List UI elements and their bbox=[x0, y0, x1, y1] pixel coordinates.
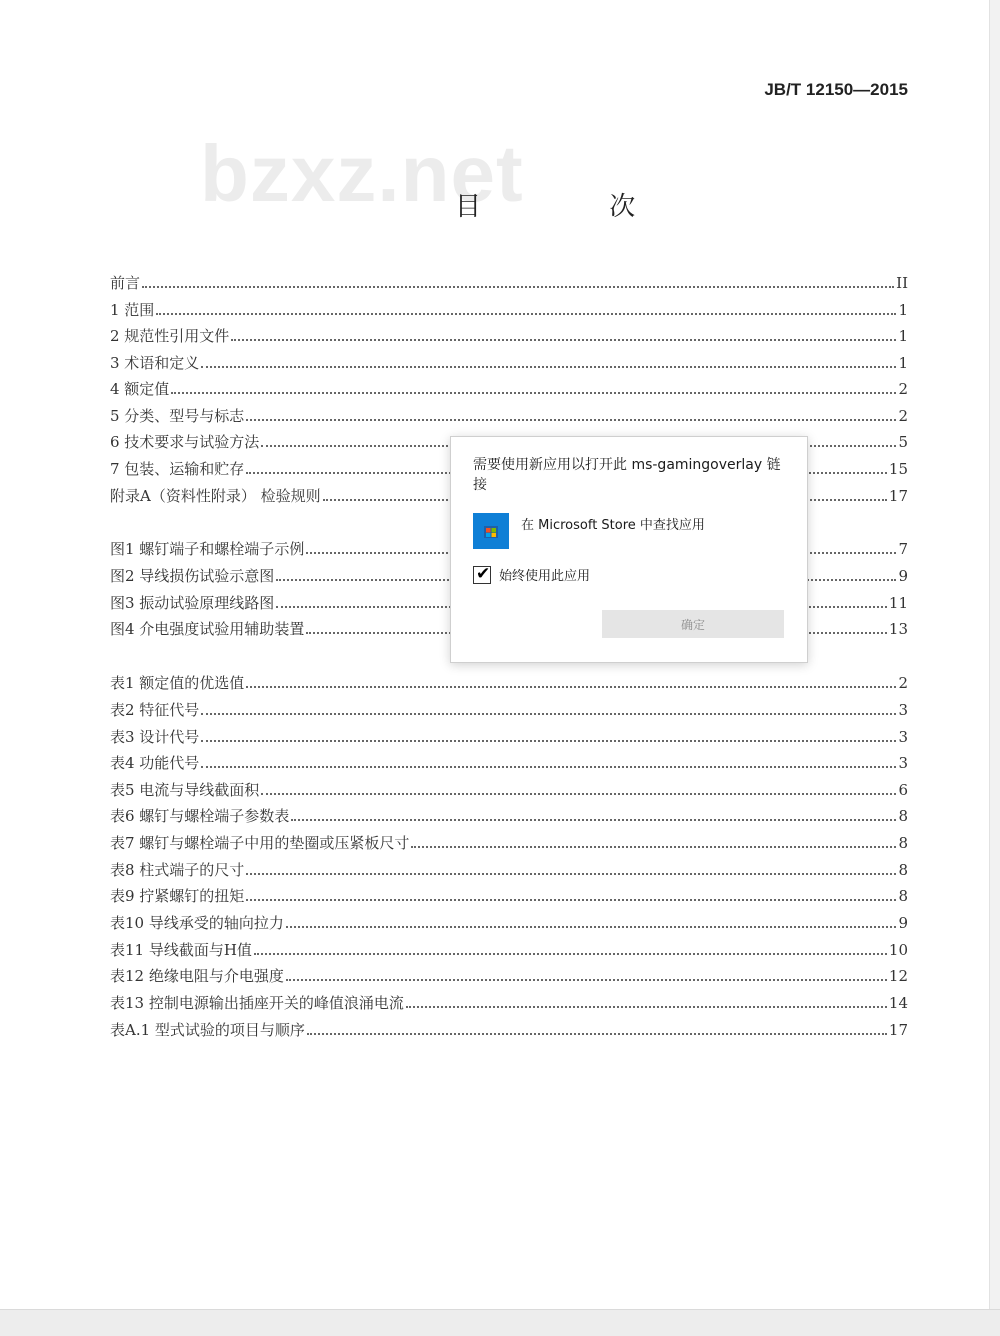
table-entry-label: 表11 导线截面与H值 bbox=[110, 941, 252, 959]
table-entry-page: 14 bbox=[888, 994, 908, 1012]
ok-button[interactable]: 确定 bbox=[602, 610, 784, 638]
figure-entry-page: 9 bbox=[898, 567, 908, 585]
figure-entry-label: 图4 介电强度试验用辅助装置 bbox=[110, 620, 305, 638]
toc-entry-label: 2 规范性引用文件 bbox=[110, 327, 230, 345]
table-entry-page: 2 bbox=[898, 674, 908, 692]
toc-leader bbox=[254, 952, 887, 955]
toc-entry bbox=[110, 350, 908, 372]
always-use-checkbox[interactable] bbox=[473, 563, 491, 584]
toc-entry-label: 附录A（资料性附录） 检验规则 bbox=[110, 487, 321, 505]
table-entry bbox=[110, 670, 908, 692]
table-entry bbox=[110, 830, 908, 852]
table-entry bbox=[110, 963, 908, 985]
table-entry bbox=[110, 910, 908, 932]
table-entry bbox=[110, 697, 908, 719]
table-entry-page: 6 bbox=[898, 781, 908, 799]
toc-leader bbox=[307, 1032, 887, 1035]
table-entry-page: 3 bbox=[898, 754, 908, 772]
watermark: bzxz.net bbox=[200, 129, 524, 218]
microsoft-store-icon bbox=[473, 513, 509, 549]
table-entry-page: 8 bbox=[898, 861, 908, 879]
table-entry bbox=[110, 883, 908, 905]
checkmark-icon: ✔ bbox=[476, 563, 491, 584]
vertical-scrollbar[interactable] bbox=[989, 0, 1000, 1336]
table-entry-label: 表A.1 型式试验的项目与顺序 bbox=[110, 1021, 305, 1039]
toc-entry-label: 5 分类、型号与标志 bbox=[110, 407, 245, 425]
toc-entry-label: 7 包装、运输和贮存 bbox=[110, 460, 245, 478]
table-entry-label: 表8 柱式端子的尺寸 bbox=[110, 861, 245, 879]
microsoft-store-option[interactable] bbox=[473, 513, 783, 551]
toc-leader bbox=[291, 818, 896, 821]
toc-leader bbox=[411, 845, 896, 848]
store-logo-icon bbox=[482, 522, 500, 540]
toc-leader bbox=[201, 712, 896, 715]
table-entry-page: 10 bbox=[888, 941, 908, 959]
toc-entry-page: 1 bbox=[898, 301, 908, 319]
table-entry bbox=[110, 857, 908, 879]
toc-entry-page: 17 bbox=[888, 487, 908, 505]
table-entry bbox=[110, 937, 908, 959]
table-entry-page: 3 bbox=[898, 701, 908, 719]
toc-leader bbox=[286, 925, 897, 928]
figure-entry-label: 图3 振动试验原理线路图 bbox=[110, 594, 275, 612]
toc-leader bbox=[201, 365, 896, 368]
toc-leader bbox=[246, 872, 896, 875]
always-use-label: 始终使用此应用 bbox=[499, 569, 591, 584]
store-option-label: 在 Microsoft Store 中查找应用 bbox=[521, 518, 705, 533]
toc-leader bbox=[261, 792, 896, 795]
toc-entry-page: 2 bbox=[898, 380, 908, 398]
table-entry-label: 表2 特征代号 bbox=[110, 701, 200, 719]
table-entry-page: 8 bbox=[898, 834, 908, 852]
table-entry-label: 表6 螺钉与螺栓端子参数表 bbox=[110, 807, 290, 825]
table-entry-page: 9 bbox=[898, 914, 908, 932]
toc-entry-label: 6 技术要求与试验方法 bbox=[110, 433, 260, 451]
table-entry-page: 8 bbox=[898, 887, 908, 905]
table-entry-label: 表3 设计代号 bbox=[110, 728, 200, 746]
toc-leader bbox=[142, 285, 894, 288]
toc-entry-label: 前言 bbox=[110, 274, 141, 292]
figure-entry-page: 13 bbox=[888, 620, 908, 638]
toc-leader bbox=[201, 739, 896, 742]
dialog-title: 需要使用新应用以打开此 ms-gamingoverlay 链接 bbox=[473, 457, 781, 493]
bottom-bar bbox=[0, 1309, 1000, 1336]
toc-entry bbox=[110, 376, 908, 398]
figure-entry-page: 7 bbox=[898, 540, 908, 558]
figure-entry-page: 11 bbox=[888, 594, 908, 612]
toc-leader bbox=[406, 1005, 887, 1008]
table-entry-label: 表12 绝缘电阻与介电强度 bbox=[110, 967, 284, 985]
toc-leader bbox=[246, 418, 896, 421]
table-entry-page: 12 bbox=[888, 967, 908, 985]
table-entry bbox=[110, 990, 908, 1012]
toc-entry-page: 1 bbox=[898, 354, 908, 372]
toc-leader bbox=[201, 765, 896, 768]
table-entry bbox=[110, 750, 908, 772]
table-entry-label: 表4 功能代号 bbox=[110, 754, 200, 772]
toc-entry-page: 5 bbox=[898, 433, 908, 451]
toc-title: 目 次 bbox=[455, 192, 696, 222]
toc-entry-page: 15 bbox=[888, 460, 908, 478]
table-entry-label: 表1 额定值的优选值 bbox=[110, 674, 245, 692]
toc-leader bbox=[156, 312, 896, 315]
toc-entry-page: 1 bbox=[898, 327, 908, 345]
toc-entry bbox=[110, 323, 908, 345]
toc-entry bbox=[110, 403, 908, 425]
table-entry bbox=[110, 803, 908, 825]
toc-entry-label: 3 术语和定义 bbox=[110, 354, 200, 372]
table-entry bbox=[110, 724, 908, 746]
toc-entry bbox=[110, 297, 908, 319]
toc-entry bbox=[110, 270, 908, 292]
document-code: JB/T 12150—2015 bbox=[764, 80, 908, 99]
table-entry bbox=[110, 777, 908, 799]
toc-leader bbox=[246, 898, 896, 901]
open-app-dialog bbox=[450, 436, 808, 663]
table-entry-page: 3 bbox=[898, 728, 908, 746]
always-use-row[interactable] bbox=[473, 565, 590, 584]
table-entry-label: 表9 拧紧螺钉的扭矩 bbox=[110, 887, 245, 905]
table-entry-label: 表13 控制电源输出插座开关的峰值浪涌电流 bbox=[110, 994, 404, 1012]
toc-entry-label: 1 范围 bbox=[110, 301, 155, 319]
table-entry-label: 表10 导线承受的轴向拉力 bbox=[110, 914, 284, 932]
figure-entry-label: 图1 螺钉端子和螺栓端子示例 bbox=[110, 540, 305, 558]
toc-entry-label: 4 额定值 bbox=[110, 380, 170, 398]
table-entry-label: 表5 电流与导线截面积 bbox=[110, 781, 260, 799]
toc-leader bbox=[231, 338, 896, 341]
toc-entry-page: II bbox=[896, 274, 908, 292]
table-entry-page: 8 bbox=[898, 807, 908, 825]
table-entry-page: 17 bbox=[888, 1021, 908, 1039]
toc-leader bbox=[171, 391, 896, 394]
toc-leader bbox=[286, 978, 887, 981]
figure-entry-label: 图2 导线损伤试验示意图 bbox=[110, 567, 275, 585]
toc-entry-page: 2 bbox=[898, 407, 908, 425]
table-entry bbox=[110, 1017, 908, 1039]
toc-leader bbox=[246, 685, 896, 688]
table-entry-label: 表7 螺钉与螺栓端子中用的垫圈或压紧板尺寸 bbox=[110, 834, 410, 852]
